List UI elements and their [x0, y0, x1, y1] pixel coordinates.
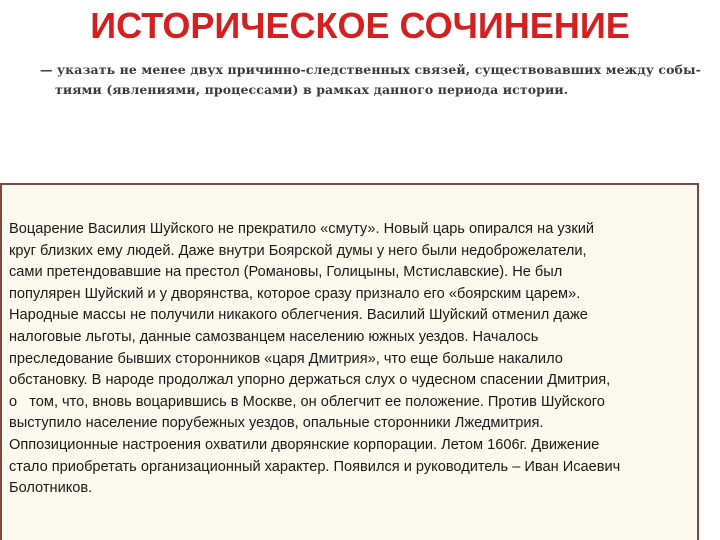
essay-line: популярен Шуйский и у дворянства, которое сразу признало его «боярским царем». — [9, 285, 581, 302]
task-requirement-line: тиями (явлениями, процессами) в рамках данного периода истории. — [55, 82, 569, 97]
essay-line: преследование бывших сторонников «царя Дмитрия», что еще больше накалило — [9, 350, 563, 367]
task-requirement-scan — [40, 60, 701, 100]
essay-text-box — [0, 183, 699, 540]
essay-line: круг близких ему людей. Даже внутри Боярской думы у него были недоброжелатели, — [9, 242, 587, 259]
essay-line: сами претендовавшие на престол (Романовы, Голицыны, Мстиславские). Не был — [9, 264, 563, 281]
essay-line: Воцарение Василия Шуйского не прекратило «смуту». Новый царь опирался на узкий — [9, 221, 595, 237]
essay-line: выступило население порубежных уездов, опальные сторонники Лжедмитрия. — [9, 415, 544, 432]
essay-line: Болотников. — [9, 480, 93, 497]
essay-line: о том, что, вновь воцарившись в Москве, он облегчит ее положение. Против Шуйского — [9, 393, 605, 410]
essay-line: налоговые льготы, данные самозванцем населению южных уездов. Началось — [9, 328, 539, 345]
essay-line: обстановку. В народе продолжал упорно держаться слух о чудесном спасении Дмитрия, — [9, 372, 611, 389]
essay-text — [9, 219, 695, 500]
essay-line: стало приобретать организационный характер. Появился и руководитель – Иван Исаевич — [9, 458, 621, 475]
essay-line: Оппозиционные настроения охватили дворянские корпорации. Летом 1606г. Движение — [9, 436, 600, 453]
essay-line: Народные массы не получили никакого облегчения. Василий Шуйский отменил даже — [9, 307, 588, 324]
task-requirement-line: — указать не менее двух причинно-следственных связей, существовавших между собы- — [40, 62, 701, 77]
slide-title: ИСТОРИЧЕСКОЕ СОЧИНЕНИЕ — [90, 5, 630, 46]
